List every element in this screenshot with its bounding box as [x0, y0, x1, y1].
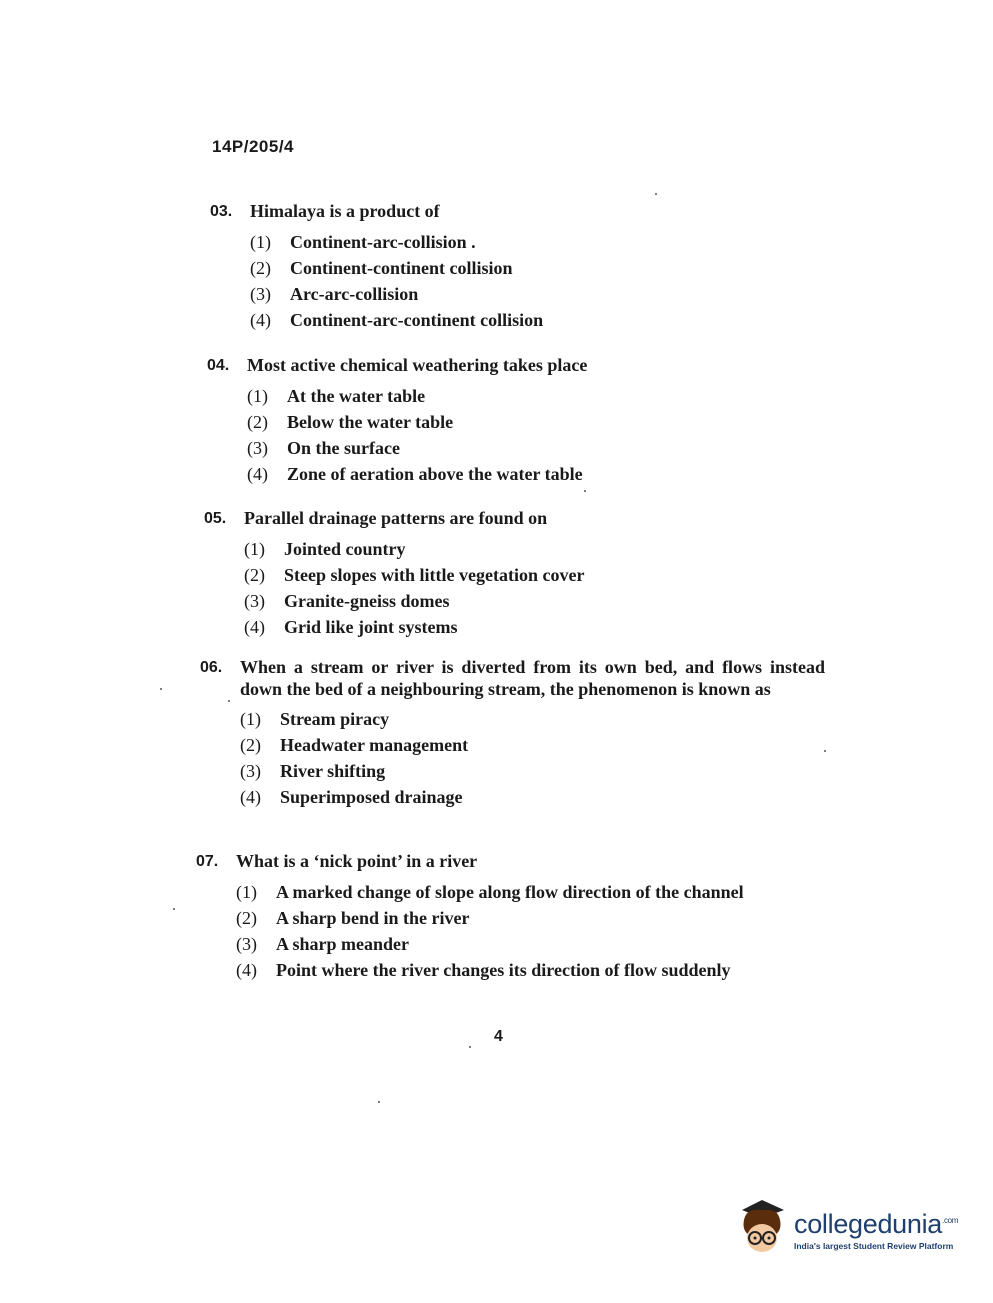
option-text: On the surface — [287, 438, 400, 458]
option-item — [240, 732, 825, 758]
option-item — [244, 588, 844, 614]
option-text: Stream piracy — [280, 709, 390, 729]
option-item — [247, 435, 847, 461]
question-text: Himalaya is a product of — [250, 201, 440, 221]
option-item — [240, 706, 825, 732]
question-text: Parallel drainage patterns are found on — [244, 508, 548, 528]
option-item — [250, 229, 850, 255]
option-text: Below the water table — [287, 412, 454, 432]
scan-speck — [228, 700, 230, 702]
scan-speck — [584, 490, 586, 492]
option-text: Grid like joint systems — [284, 617, 458, 637]
question-07 — [196, 850, 816, 983]
option-item — [247, 461, 847, 487]
question-06 — [200, 656, 825, 810]
option-list — [244, 536, 844, 640]
option-item — [244, 614, 844, 640]
option-text: Steep slopes with little vegetation cover — [284, 565, 585, 585]
option-item — [250, 307, 850, 333]
option-number: (2) — [240, 735, 261, 755]
option-text: Arc-arc-collision — [290, 284, 419, 304]
option-text: River shifting — [280, 761, 386, 781]
mascot-icon — [736, 1196, 788, 1260]
option-text: Continent-arc-continent collision — [290, 310, 544, 330]
page-number: 4 — [494, 1028, 503, 1045]
scan-speck — [824, 750, 826, 752]
scan-speck — [378, 1101, 380, 1103]
option-item — [240, 784, 825, 810]
question-number: 03. — [210, 203, 233, 220]
option-number: (3) — [236, 934, 257, 954]
brand-tld: .com — [942, 1215, 959, 1225]
option-item — [247, 409, 847, 435]
option-text: Continent-arc-collision . — [290, 232, 476, 252]
option-number: (4) — [250, 310, 271, 330]
question-text: What is a ‘nick point’ in a river — [236, 851, 478, 871]
option-number: (1) — [236, 882, 257, 902]
brand-name-text: collegedunia — [794, 1208, 943, 1239]
option-item — [236, 905, 816, 931]
question-number: 06. — [200, 659, 223, 676]
option-item — [236, 931, 816, 957]
option-number: (4) — [236, 960, 257, 980]
brand-tagline: India's largest Student Review Platform — [794, 1240, 954, 1251]
option-number: (2) — [236, 908, 257, 928]
scan-speck — [160, 688, 162, 690]
option-number: (1) — [250, 232, 271, 252]
option-number: (3) — [240, 761, 261, 781]
question-text: Most active chemical weathering takes place — [247, 355, 588, 375]
collegedunia-watermark — [736, 1196, 958, 1260]
option-text: Jointed country — [284, 539, 406, 559]
question-05 — [204, 507, 844, 640]
scan-speck — [173, 908, 175, 910]
option-text: Point where the river changes its direction of flow suddenly — [276, 960, 731, 980]
option-number: (2) — [247, 412, 268, 432]
option-text: A sharp bend in the river — [276, 908, 470, 928]
scan-speck — [469, 1046, 471, 1048]
question-03 — [210, 200, 850, 333]
option-item — [236, 879, 816, 905]
option-item — [250, 281, 850, 307]
option-list — [250, 229, 850, 333]
option-item — [244, 562, 844, 588]
option-text: Superimposed drainage — [280, 787, 463, 807]
page-code: 14P/205/4 — [212, 137, 295, 156]
option-text: A marked change of slope along flow direction of the channel — [276, 882, 744, 902]
option-number: (1) — [240, 709, 261, 729]
option-text: At the water table — [287, 386, 426, 406]
option-item — [244, 536, 844, 562]
option-number: (4) — [247, 464, 268, 484]
option-number: (3) — [244, 591, 265, 611]
option-text: Zone of aeration above the water table — [287, 464, 583, 484]
option-number: (4) — [240, 787, 261, 807]
option-number: (1) — [244, 539, 265, 559]
option-text: Granite-gneiss domes — [284, 591, 450, 611]
scan-speck — [655, 193, 657, 195]
option-number: (1) — [247, 386, 268, 406]
option-item — [250, 255, 850, 281]
question-number: 04. — [207, 357, 230, 374]
option-text: Continent-continent collision — [290, 258, 513, 278]
option-text: Headwater management — [280, 735, 469, 755]
option-list — [247, 383, 847, 487]
option-number: (3) — [250, 284, 271, 304]
option-text: A sharp meander — [276, 934, 410, 954]
option-number: (3) — [247, 438, 268, 458]
option-item — [236, 957, 816, 983]
brand-name — [794, 1206, 958, 1239]
option-list — [236, 879, 816, 983]
question-number: 07. — [196, 853, 219, 870]
option-number: (4) — [244, 617, 265, 637]
option-item — [247, 383, 847, 409]
option-list — [240, 706, 825, 810]
option-number: (2) — [250, 258, 271, 278]
question-number: 05. — [204, 510, 227, 527]
option-number: (2) — [244, 565, 265, 585]
option-item — [240, 758, 825, 784]
question-04 — [207, 354, 847, 487]
question-text: When a stream or river is diverted from its own bed, and flows instead down the bed of a neighbouring stream, the phenomenon is known as — [240, 657, 825, 699]
